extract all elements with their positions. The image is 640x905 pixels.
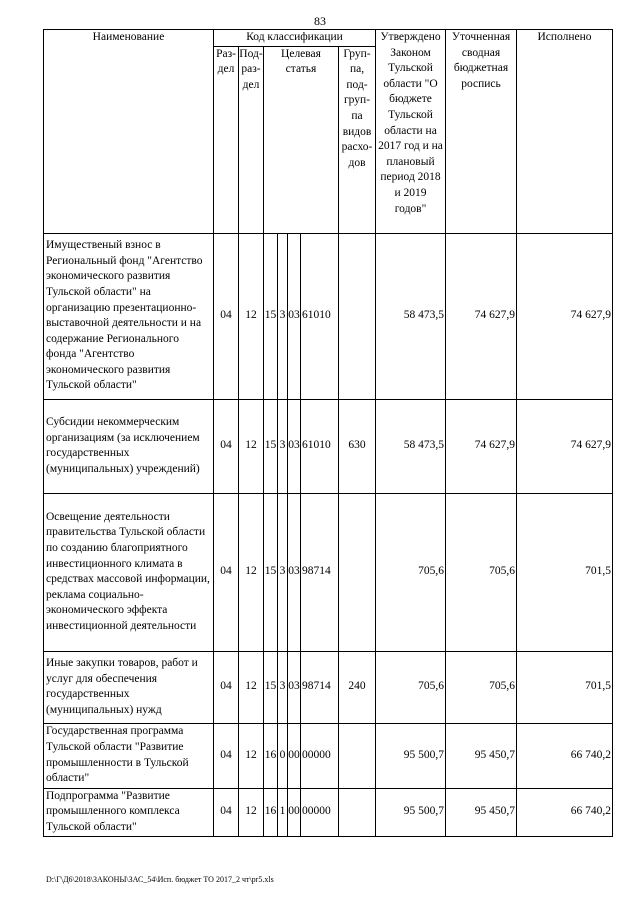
table-row [44,723,613,788]
row-target-direction: 98714 [301,651,339,723]
row-approved: 705,6 [376,651,446,723]
row-section: 04 [214,233,239,399]
row-target-subprogram: 3 [278,493,288,651]
row-approved: 95 500,7 [376,723,446,788]
row-subsection: 12 [239,788,264,836]
row-name: Государственная программа Тульской области "Развитие промышленности в Тульской области" [44,723,214,788]
row-section: 04 [214,788,239,836]
row-target-direction: 61010 [301,399,339,493]
row-subsection: 12 [239,651,264,723]
row-name: Субсидии некоммерческим организациям (за исключением государственных (муниципальных) учреждений) [44,399,214,493]
row-target-program: 15 [264,493,278,651]
row-executed: 701,5 [517,651,613,723]
row-refined: 705,6 [446,651,517,723]
row-section: 04 [214,399,239,493]
row-target-direction: 98714 [301,493,339,651]
row-target-program: 15 [264,399,278,493]
table-row [44,399,613,493]
row-target-event: 03 [288,399,301,493]
table-row [44,233,613,399]
row-target-program: 15 [264,651,278,723]
row-section: 04 [214,723,239,788]
row-subsection: 12 [239,493,264,651]
row-target-direction: 00000 [301,723,339,788]
row-target-program: 15 [264,233,278,399]
row-target-program: 16 [264,788,278,836]
row-name: Иные закупки товаров, работ и услуг для обеспечения государственных (муниципальных) нужд [44,651,214,723]
row-subsection: 12 [239,233,264,399]
row-executed: 66 740,2 [517,723,613,788]
page-number: 83 [314,14,326,28]
row-refined: 705,6 [446,493,517,651]
table-row [44,651,613,723]
row-target-event: 00 [288,788,301,836]
row-approved: 95 500,7 [376,788,446,836]
row-target-direction: 61010 [301,233,339,399]
row-refined: 95 450,7 [446,788,517,836]
row-expense-group: 630 [339,399,376,493]
row-section: 04 [214,651,239,723]
row-expense-group [339,233,376,399]
row-approved: 58 473,5 [376,399,446,493]
row-approved: 705,6 [376,493,446,651]
row-refined: 95 450,7 [446,723,517,788]
row-name: Освещение деятельности правительства Тульской области по созданию благоприятного инвестиционного климата в средствах массовой информации, реклама социально-экономического эффекта инвестиционной деятельности [44,493,214,651]
row-refined: 74 627,9 [446,233,517,399]
row-name: Имущественый взнос в Региональный фонд "Агентство экономического развития Тульской области" на организацию презентационно-выставочной деятельности и на содержание Регионального фонда "Агентство экономического развития Тульской области" [44,233,214,399]
header-expense-group: Груп-па, под-груп-па видов расхо-дов [339,46,376,233]
row-expense-group [339,723,376,788]
row-executed: 66 740,2 [517,788,613,836]
row-subsection: 12 [239,723,264,788]
table-row [44,788,613,836]
row-target-program: 16 [264,723,278,788]
row-target-event: 03 [288,233,301,399]
row-section: 04 [214,493,239,651]
row-target-subprogram: 3 [278,651,288,723]
header-approved: Утверждено Законом Тульской области "О бюджете Тульской области на 2017 год и на плановый период 2018 и 2019 годов" [376,30,446,234]
row-target-subprogram: 3 [278,233,288,399]
row-name: Подпрограмма "Развитие промышленного комплекса Тульской области" [44,788,214,836]
row-target-event: 03 [288,651,301,723]
header-name: Наименование [44,30,214,234]
file-path-footer: D:\Г\Д6\2018\ЗАКОНЫ\ЗАС_54\Исп. бюджет ТО 2017_2 чт\pr5.xls [46,875,274,884]
row-refined: 74 627,9 [446,399,517,493]
header-classification-code: Код классификации [214,30,376,47]
row-target-event: 00 [288,723,301,788]
row-executed: 74 627,9 [517,233,613,399]
header-executed: Исполнено [517,30,613,234]
header-refined: Уточненная сводная бюджетная роспись [446,30,517,234]
row-target-event: 03 [288,493,301,651]
row-expense-group: 240 [339,651,376,723]
budget-table [43,29,613,837]
row-approved: 58 473,5 [376,233,446,399]
row-subsection: 12 [239,399,264,493]
table-row [44,493,613,651]
row-target-direction: 00000 [301,788,339,836]
header-section: Раз-дел [214,46,239,233]
row-target-subprogram: 3 [278,399,288,493]
header-target-article: Целевая статья [264,46,339,233]
header-subsection: Под-раз-дел [239,46,264,233]
row-executed: 74 627,9 [517,399,613,493]
row-executed: 701,5 [517,493,613,651]
row-expense-group [339,788,376,836]
header-row-top [44,30,613,47]
row-expense-group [339,493,376,651]
row-target-subprogram: 1 [278,788,288,836]
row-target-subprogram: 0 [278,723,288,788]
